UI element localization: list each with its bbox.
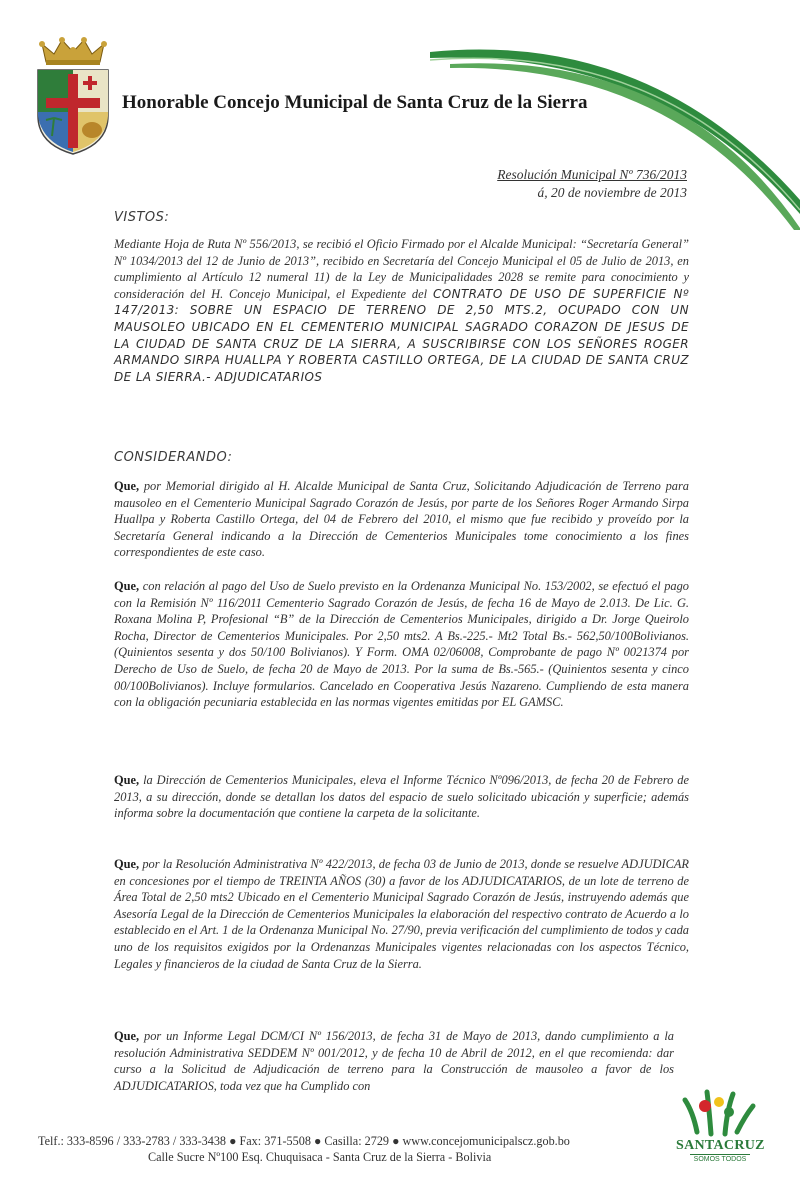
paragraph-lead: Que,	[114, 857, 140, 871]
resolution-number: Resolución Municipal Nº 736/2013	[497, 167, 687, 182]
paragraph-text: con relación al pago del Uso de Suelo previsto en la Ordenanza Municipal No. 153/2002, se efectuó el pago con la Remisión Nº 116/2011 Cementerio Sagrado Corazón de Jesús, de fecha 16 de Mayo de 2.013. De Lic. G. Roxana Molina P, Profesional “B” de la Dirección de Cementerios Municipales, dirigido a Dr. Jorge Queirolo Rocha, Director de Cementerios Municipales. Por 2,50 mts2. A Bs.-225.- Mt2 Total Bs.- 562,50/100Bolivianos. (Quinientos sesenta y dos 50/100 Bolivianos). Y Form. OMA 02/06008, Comprobante de pago Nº 0021374 por Derecho de Uso de Suelo, de fecha 20 de Mayo de 2013. Por la suma de Bs.-565.- (Quinientos sesenta y cinco 00/100Bolivianos). Incluye formularios. Cancelado en Cooperativa Jesús Nazareno. Cumpliendo de esta manera con la obligación pecuniaria establecida en las normas vigentes emitidas por EL GAMSC.	[114, 579, 689, 710]
logo-slogan: SOMOS TODOS	[690, 1154, 750, 1163]
considerando-paragraph	[114, 578, 689, 711]
paragraph-text: por un Informe Legal DCM/CI Nº 156/2013, de fecha 31 de Mayo de 2013, dando cumplimiento a la resolución Administrativa SEDDEM Nº 001/2012, y de fecha 10 de Abril de 2012, en el que recomienda: dar curso a la Solicitud de Adjudicación de terreno para la Construcción de mausoleo a favor de los ADJUDICATARIOS, toda vez que ha Cumplido con	[114, 1029, 674, 1093]
logo-name: SANTACRUZ	[676, 1138, 765, 1153]
coat-of-arms-icon	[32, 36, 114, 156]
paragraph-lead: Que,	[114, 1029, 140, 1043]
considerando-paragraph	[114, 772, 689, 822]
vistos-paragraph	[114, 236, 689, 385]
paragraph-lead: Que,	[114, 579, 140, 593]
resolution-date: á, 20 de noviembre de 2013	[537, 185, 687, 200]
vistos-heading: VISTOS:	[114, 210, 170, 225]
paragraph-text: por Memorial dirigido al H. Alcalde Municipal de Santa Cruz, Solicitando Adjudicación de Terreno para mausoleo en el Cementerio Municipal Sagrado Corazón de Jesús, por parte de los Señores Roger Armando Sirpa Huallpa y Roberta Castillo Ortega, del 04 de Febrero del 2010, el mismo que fue recibido y proveído por la Secretaría General indicando a la Dirección de Cementerios Municipales tome conocimiento a los fines correspondientes de este caso.	[114, 479, 689, 560]
considerando-heading: CONSIDERANDO:	[114, 450, 233, 465]
vistos-caps-text: CONTRATO DE USO DE SUPERFICIE Nº 147/2013: SOBRE UN ESPACIO DE TERRENO DE 2,50 MTS.2, OCUPADO CON UN MAUSOLEO UBICADO EN EL CEMENTERIO MUNICIPAL SAGRADO CORAZON DE JESUS DE LA CIUDAD DE SANTA CRUZ DE LA SIERRA, A SUSCRIBIRSE CON LOS SEÑORES ROGER ARMANDO SIRPA HUALLPA Y ROBERTA CASTILLO ORTEGA, DE LA CIUDAD DE SANTA CRUZ DE LA SIERRA.- ADJUDICATARIOS	[114, 286, 689, 384]
considerando-paragraph	[114, 478, 689, 561]
vistos-text: Mediante Hoja de Ruta Nº 556/2013, se recibió el Oficio Firmado por el Alcalde Municipal: “Secretaría General” Nº 1034/2013 del 12 de Junio de 2013”, recibido en Secretaría del Concejo Municipal el 05 de Julio de 2013, en cumplimiento al Artículo 12 numeral 11) de la Ley de Municipalidades 2028 se remite para conocimiento y consideración del H. Concejo Municipal, el Expediente del	[114, 237, 689, 301]
footer-contact: Telf.: 333-8596 / 333-2783 / 333-3438 ● Fax: 371-5508 ● Casilla: 2729 ● www.concejomunicipalscz.gob.bo	[38, 1134, 570, 1148]
paragraph-lead: Que,	[114, 773, 140, 787]
considerando-paragraph	[114, 856, 689, 972]
footer-address: Calle Sucre Nº100 Esq. Chuquisaca - Santa Cruz de la Sierra - Bolivia	[148, 1150, 492, 1164]
paragraph-text: por la Resolución Administrativa Nº 422/2013, de fecha 03 de Junio de 2013, donde se resuelve ADJUDICAR en concesiones por el tiempo de TREINTA AÑOS (30) a favor de los ADJUDICATARIOS, de un lote de terreno de Área Total de 2,50 mts2 Ubicado en el Cementerio Municipal Sagrado Corazón de Jesús, instruyendo además que Asesoría Legal de la Dirección de Cementerios Municipales la elaboración del respectivo contrato de Acuerdo a lo establecido en el Art. 1 de la Ordenanza Municipal No. 27/90, previa verificación del cumplimiento de todos y cada uno de los requisitos exigidos por la Ordenanzas Municipales vigentes relacionadas con los aspectos Técnico, Legales y financieros de la ciudad de Santa Cruz de la Sierra.	[114, 857, 689, 971]
considerando-paragraph	[114, 1028, 674, 1094]
resolution-block	[400, 166, 687, 202]
page-title: Honorable Concejo Municipal de Santa Cruz de la Sierra	[122, 92, 588, 113]
paragraph-text: la Dirección de Cementerios Municipales, eleva el Informe Técnico Nº096/2013, de fecha 20 de Febrero de 2013, a su dirección, donde se detallan los datos del espacio de suelo solicitado ubicación y superficie; además informa sobre la documentación que contiene la carpeta de la solicitante.	[114, 773, 689, 821]
paragraph-lead: Que,	[114, 479, 140, 493]
